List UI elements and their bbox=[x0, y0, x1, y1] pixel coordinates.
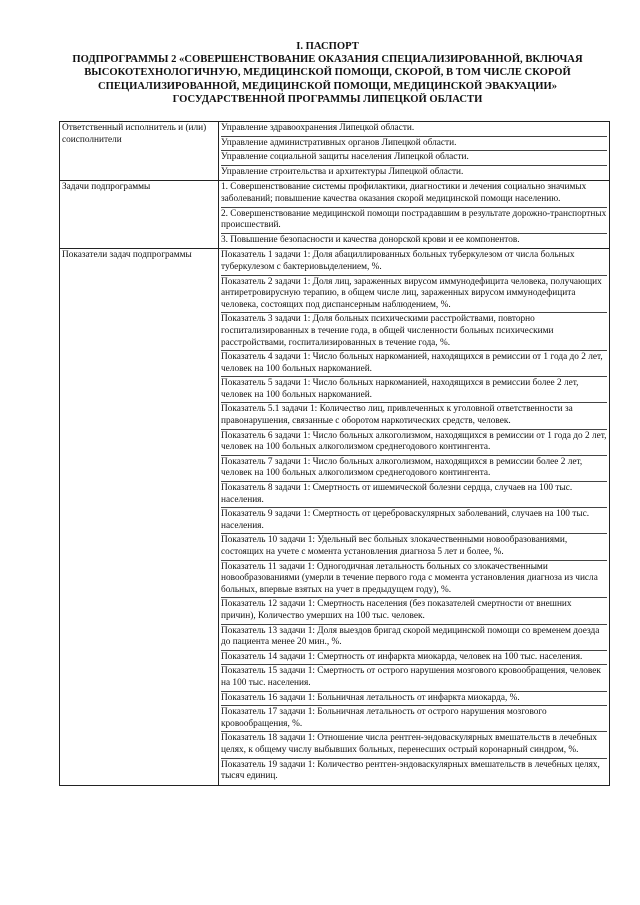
header-line: ГОСУДАРСТВЕННОЙ ПРОГРАММЫ ЛИПЕЦКОЙ ОБЛАСТИ bbox=[172, 93, 483, 105]
table-row-executors bbox=[60, 122, 610, 181]
list-item: Управление здравоохранения Липецкой области. bbox=[221, 123, 607, 137]
list-item: Показатель 18 задачи 1: Отношение числа рентген-эндоваскулярных вмешательств в лечебных целях, к общему числу выбывших больных, перенесших острый коронарный синдром, %. bbox=[221, 733, 607, 758]
list-item: Показатель 9 задачи 1: Смертность от цереброваскулярных заболеваний, случаев на 100 тыс. населения. bbox=[221, 509, 607, 534]
list-item: Показатель 4 задачи 1: Число больных наркоманией, находящихся в ремиссии от 1 года до 2 лет, человек на 100 больных наркоманией. bbox=[221, 352, 607, 377]
table-row-tasks bbox=[60, 181, 610, 249]
header-line: СПЕЦИАЛИЗИРОВАННОЙ, МЕДИЦИНСКОЙ ПОМОЩИ, МЕДИЦИНСКОЙ ЭВАКУАЦИИ» bbox=[97, 80, 558, 92]
list-item: Показатель 2 задачи 1: Доля лиц, зараженных вирусом иммунодефицита человека, получающих антиретровирусную терапию, в общем числе лиц, зараженных вирусом иммунодефицита человека, состоящих под диспансерным наблюдением, %. bbox=[221, 277, 607, 314]
list-item: Показатель 10 задачи 1: Удельный вес больных злокачественными новообразованиями, состоящих на учете с момента установления диагноза 5 лет и более, %. bbox=[221, 535, 607, 560]
list-item: 1. Совершенствование системы профилактики, диагностики и лечения социально значимых заболеваний; повышение качества оказания скорой медицинской помощи населению. bbox=[221, 182, 607, 207]
list-item: Показатель 12 задачи 1: Смертность населения (без показателей смертности от внешних причин), Количество умерших на 100 тыс. человек. bbox=[221, 599, 607, 624]
list-item: Показатель 5.1 задачи 1: Количество лиц, привлеченных к уголовной ответственности за правонарушения, связанные с оборотом наркотических средств, человек. bbox=[221, 404, 607, 429]
row-value bbox=[219, 181, 610, 249]
passport-header bbox=[40, 40, 615, 106]
row-label: Показатели задач подпрограммы bbox=[60, 249, 219, 785]
list-item: Показатель 3 задачи 1: Доля больных психическими расстройствами, повторно госпитализированных в течение года, в общей численности больных психическими расстройствами, госпитализированных в течение года, %. bbox=[221, 314, 607, 351]
list-item: Показатель 7 задачи 1: Число больных алкоголизмом, находящихся в ремиссии более 2 лет, человек на 100 больных алкоголизмом среднегодового контингента. bbox=[221, 457, 607, 482]
header-line: ВЫСОКОТЕХНОЛОГИЧНУЮ, МЕДИЦИНСКОЙ ПОМОЩИ, СКОРОЙ, В ТОМ ЧИСЛЕ СКОРОЙ bbox=[84, 67, 571, 79]
list-item: Показатель 16 задачи 1: Больничная летальность от инфаркта миокарда, %. bbox=[221, 693, 607, 707]
list-item: Показатель 14 задачи 1: Смертность от инфаркта миокарда, человек на 100 тыс. населения. bbox=[221, 652, 607, 666]
list-item: Показатель 11 задачи 1: Одногодичная летальность больных со злокачественными новообразованиями (умерли в течение первого года с момента установления диагноза из числа больных, впервые взятых на учет в предыдущем году), %. bbox=[221, 562, 607, 599]
header-line: ПОДПРОГРАММЫ 2 «СОВЕРШЕНСТВОВАНИЕ ОКАЗАНИЯ СПЕЦИАЛИЗИРОВАННОЙ, ВКЛЮЧАЯ bbox=[72, 54, 583, 66]
list-item: Управление социальной защиты населения Липецкой области. bbox=[221, 152, 607, 166]
row-label: Ответственный исполнитель и (или) соисполнители bbox=[60, 122, 219, 181]
list-item: Управление административных органов Липецкой области. bbox=[221, 138, 607, 152]
table-row-indicators bbox=[60, 249, 610, 785]
list-item: Показатель 8 задачи 1: Смертность от ишемической болезни сердца, случаев на 100 тыс. населения. bbox=[221, 483, 607, 508]
list-item: 3. Повышение безопасности и качества донорской крови и ее компонентов. bbox=[221, 234, 520, 245]
list-item: Показатель 5 задачи 1: Число больных наркоманией, находящихся в ремиссии более 2 лет, человек на 100 больных наркоманией. bbox=[221, 378, 607, 403]
list-item: Показатель 13 задачи 1: Доля выездов бригад скорой медицинской помощи со временем доезда до пациента менее 20 мин., %. bbox=[221, 626, 607, 651]
list-item: Показатель 1 задачи 1: Доля абациллированных больных туберкулезом от числа больных туберкулезом с бактериовыделением, %. bbox=[221, 250, 607, 275]
row-value bbox=[219, 122, 610, 181]
header-line: I. ПАСПОРТ bbox=[296, 41, 359, 52]
list-item: Показатель 15 задачи 1: Смертность от острого нарушения мозгового кровообращения, человек на 100 тыс. населения. bbox=[221, 666, 607, 691]
row-value bbox=[219, 249, 610, 785]
list-item: Показатель 17 задачи 1: Больничная летальность от острого нарушения мозгового кровообращения, %. bbox=[221, 707, 607, 732]
list-item: Показатель 6 задачи 1: Число больных алкоголизмом, находящихся в ремиссии от 1 года до 2 лет, человек на 100 больных алкоголизмом среднегодового контингента. bbox=[221, 431, 607, 456]
passport-table bbox=[59, 121, 610, 786]
list-item: Показатель 19 задачи 1: Количество рентген-эндоваскулярных вмешательств в лечебных целях, тысяч единиц. bbox=[221, 759, 600, 782]
row-label: Задачи подпрограммы bbox=[60, 181, 219, 249]
list-item: Управление строительства и архитектуры Липецкой области. bbox=[221, 166, 464, 177]
list-item: 2. Совершенствование медицинской помощи пострадавшим в результате дорожно-транспортных происшествий. bbox=[221, 209, 607, 234]
